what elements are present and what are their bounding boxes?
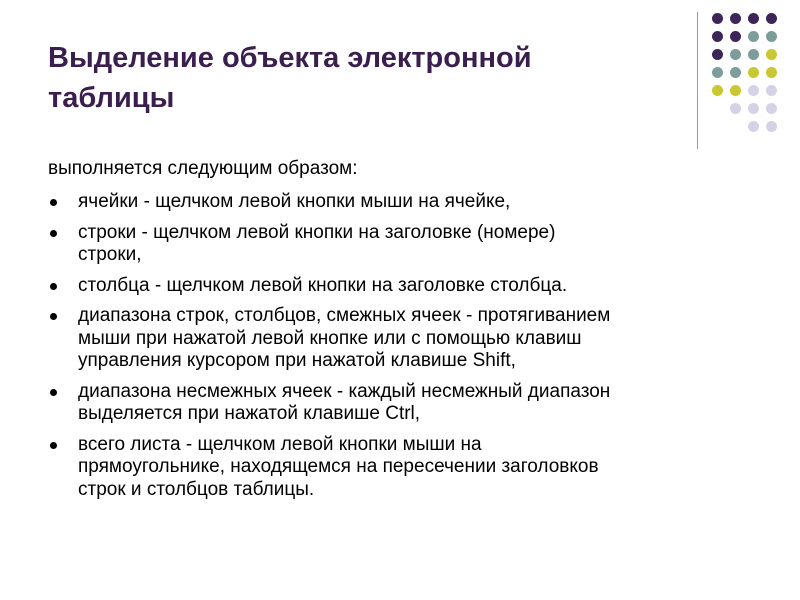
decorative-dot [766,13,777,24]
decorative-dot [730,67,741,78]
bullet-item [48,381,768,426]
bullet-item [48,222,768,267]
bullet-item [48,434,768,502]
decorative-dot [712,49,723,60]
decorative-dot [766,31,777,42]
bullet-text-line: ячейки - щелчком левой кнопки мыши на ячейке, [78,191,511,212]
title-line: Выделение объекта электронной [48,42,532,74]
bullet-text-line: столбца - щелчком левой кнопки на заголовке столбца. [78,274,568,296]
decorative-dot [730,103,741,114]
decorative-dot [766,67,777,78]
bullet-text-line: всего листа - щелчком левой кнопки мыши на [78,433,482,455]
decorative-dot [748,13,759,24]
decorative-dot [712,85,723,96]
bullet-item [48,191,768,214]
bullet-item [48,305,768,373]
decorative-dot [766,85,777,96]
intro-text: выполняется следующим образом: [48,158,358,179]
bullet-text-line: диапазона строк, столбцов, смежных ячеек - протягиванием [78,305,611,326]
vertical-divider [697,12,698,149]
bullet-dot-icon [50,442,57,449]
decorative-dot [712,31,723,42]
bullet-text-line: строки - щелчком левой кнопки на заголовке (номере) [78,221,556,243]
bullet-text-line: управления курсором при нажатой клавише Shift, [78,350,516,371]
bullet-item [48,275,768,298]
decorative-dot [730,31,741,42]
bullet-dot-icon [50,230,57,237]
decorative-dot [748,67,759,78]
decorative-dot [766,49,777,60]
decorative-dot [730,85,741,96]
decorative-dot [730,49,741,60]
bullet-text-line: строки, [78,244,142,265]
decorative-dot [748,103,759,114]
title-line: таблицы [48,82,175,114]
decorative-dot [766,121,777,132]
bullet-text-line: мыши при нажатой левой кнопке или с помощью клавиш [78,327,582,349]
decorative-dot [748,85,759,96]
bullet-list [48,191,768,509]
decorative-dot [748,121,759,132]
bullet-text-line: строк и столбцов таблицы. [78,478,315,500]
decorative-dot [748,31,759,42]
decorative-dot [712,67,723,78]
bullet-text-line: диапазона несмежных ячеек - каждый несмежный диапазон [78,380,611,402]
decorative-dot [748,49,759,60]
decorative-dot [712,13,723,24]
slide-title [48,38,678,118]
decorative-dot [766,103,777,114]
bullet-dot-icon [50,199,57,206]
bullet-text-line: выделяется при нажатой клавише Ctrl, [78,403,421,424]
decorative-dot [730,13,741,24]
bullet-dot-icon [50,389,57,396]
bullet-dot-icon [50,313,57,320]
bullet-text-line: прямоугольнике, находящемся на пересечении заголовков [78,456,599,477]
bullet-dot-icon [50,283,57,290]
